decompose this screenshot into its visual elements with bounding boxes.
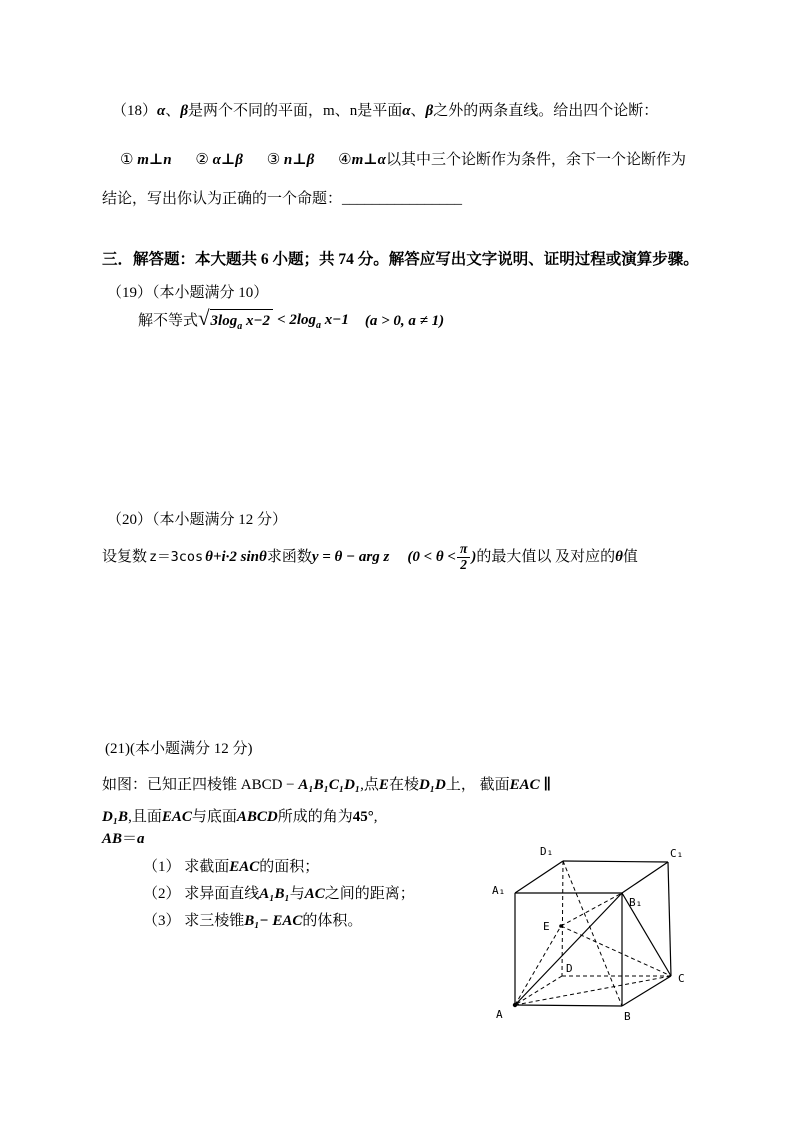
p21-l2-text1: ,且面: [128, 809, 162, 825]
rhs-base-sub: a: [316, 320, 322, 331]
p21-l2-text4: ,: [373, 809, 378, 825]
label-C1: C₁: [670, 847, 684, 860]
statement-2: α⊥β: [212, 152, 243, 168]
side-AB: AB: [102, 831, 123, 847]
pi-over-2-fraction: [457, 542, 470, 571]
p20-function: y = θ − arg z: [311, 548, 390, 565]
cube-diagram: [488, 838, 700, 1028]
theta-1: θ: [205, 548, 213, 565]
p20-text2: 求函数: [266, 548, 312, 565]
radicand-rest: x−2: [242, 313, 271, 329]
cube-figure: [488, 838, 700, 1034]
label-D1: D₁: [540, 845, 554, 858]
equals-sign: ＝: [122, 831, 138, 847]
circled-4: ④: [338, 150, 352, 168]
q2-text2: 与: [289, 886, 305, 902]
fraction-numerator: π: [457, 542, 470, 557]
p21-l2-text2: 与底面: [191, 809, 237, 825]
label-C: C: [678, 972, 685, 985]
circled-2: ②: [195, 150, 209, 168]
p20-z-def: z＝3cos: [149, 548, 204, 565]
label-D: D: [566, 962, 573, 975]
p18-pause2: 、: [410, 103, 426, 119]
p20-text3: 的最大值以 及对应的: [476, 548, 616, 565]
label-B: B: [624, 1010, 631, 1023]
p21-header: (21)(本小题满分 12 分): [105, 741, 253, 757]
rhs-rest: x−1: [321, 312, 349, 328]
radicand-log: 3log: [210, 313, 238, 329]
q2-A1B1: A₁B₁: [259, 886, 290, 902]
label-A: A: [496, 1008, 503, 1021]
statement-3: n⊥β: [283, 152, 315, 168]
label-E: E: [543, 920, 550, 933]
p21-line3: [102, 829, 145, 849]
q1-text2: 的面积；: [259, 859, 320, 875]
q3-text1: （3） 求三棱锥: [143, 913, 245, 929]
p18-text2: 之外的两条直线。给出四个论断：: [433, 103, 659, 119]
radical-sign: √: [198, 306, 210, 330]
q1-text1: （1） 求截面: [143, 859, 230, 875]
point-E-dot: [559, 924, 563, 928]
q2-text3: 之间的距离；: [324, 886, 415, 902]
label-A1: A₁: [492, 884, 506, 897]
q2-AC: AC: [304, 886, 325, 902]
circled-3: ③: [266, 150, 281, 168]
p20-text4: 值: [622, 548, 638, 565]
p21-l1-text4: 上， 截面: [445, 777, 510, 793]
p18-text1: 是两个不同的平面，m、n是平面: [188, 103, 403, 119]
p21-line1: [102, 775, 551, 795]
p18-conclusion-text: 结论，写出你认为正确的一个命题：: [102, 191, 343, 207]
base-ABCD: ABCD: [236, 809, 278, 825]
section-EAC: EAC: [509, 777, 540, 793]
p20-domain-close: ): [471, 548, 477, 565]
p21-l1-text3: 在棱: [388, 777, 419, 793]
parallel-symbol: ∥: [539, 777, 552, 793]
p19-header: （19）（本小题满分 10）: [107, 285, 269, 301]
section-3-title: 三．解答题：本大题共 6 小题；共 74 分。解答应写出文字说明、证明过程或演算步骤。: [102, 251, 699, 268]
diagonal-D1B: D₁B: [102, 809, 129, 825]
p18-statements: [120, 149, 686, 170]
vertex-A-dot: [513, 1003, 517, 1007]
p20-header: （20）（本小题满分 12 分）: [107, 512, 288, 528]
side-length-a: a: [137, 831, 145, 847]
theta-3: θ: [615, 548, 623, 565]
q3-B1-EAC: B₁− EAC: [244, 913, 303, 929]
statement-4: m⊥α: [351, 152, 386, 168]
beta-symbol-2: β: [425, 103, 434, 119]
q2-text1: （2） 求异面直线: [143, 886, 260, 902]
angle-45: 45°: [352, 809, 374, 825]
p21-question-1: [143, 857, 319, 877]
rhs-log: < 2log: [277, 312, 317, 328]
p21-l2-text3: 所成的角为: [277, 809, 353, 825]
answer-blank: ________________: [342, 191, 463, 207]
p20-imag-part: +i·2 sin: [212, 548, 260, 565]
sqrt-expression: [198, 306, 273, 334]
alpha-symbol: α: [157, 103, 166, 119]
radicand: [210, 309, 274, 334]
p21-l1-text1: 如图：已知正四棱锥 ABCD −: [102, 777, 295, 793]
p18-number: （18）: [112, 103, 158, 119]
prism-vertices: A₁B₁C₁D₁: [298, 777, 361, 793]
theta-2: θ: [259, 548, 267, 565]
circled-1: ①: [120, 150, 134, 168]
alpha-symbol-2: α: [402, 103, 411, 119]
plane-EAC: EAC: [161, 809, 192, 825]
p20-domain-open: (0 < θ <: [407, 548, 456, 565]
radicand-base-sub: a: [237, 321, 243, 332]
fraction-denominator: 2: [460, 556, 468, 572]
statement-1: m⊥n: [137, 152, 172, 168]
p18-tail: 以其中三个论断作为条件，余下一个论断作为: [385, 152, 686, 168]
p21-question-3: [143, 911, 362, 931]
p18-pause1: 、: [165, 103, 181, 119]
p21-line2: [102, 807, 378, 827]
edge-D1D: D₁D: [418, 777, 446, 793]
p21-l1-text2: ,点: [360, 777, 379, 793]
p21-question-2: [143, 884, 415, 904]
p20-text1: 设复数: [102, 548, 148, 565]
cube-dashed-edges: [515, 861, 671, 1006]
p18-conclusion: [102, 189, 462, 209]
point-E: E: [378, 777, 389, 793]
beta-symbol: β: [180, 103, 189, 119]
p19-prefix: 解不等式: [138, 313, 199, 330]
p19-condition: (a > 0, a ≠ 1): [364, 313, 445, 330]
p19-rhs: [277, 310, 349, 333]
p20-formula: [102, 536, 638, 578]
p19-formula: [138, 306, 445, 334]
q3-text2: 的体积。: [302, 913, 363, 929]
q1-EAC: EAC: [229, 859, 260, 875]
p18-intro: [112, 101, 658, 121]
label-B1: B₁: [629, 896, 643, 909]
